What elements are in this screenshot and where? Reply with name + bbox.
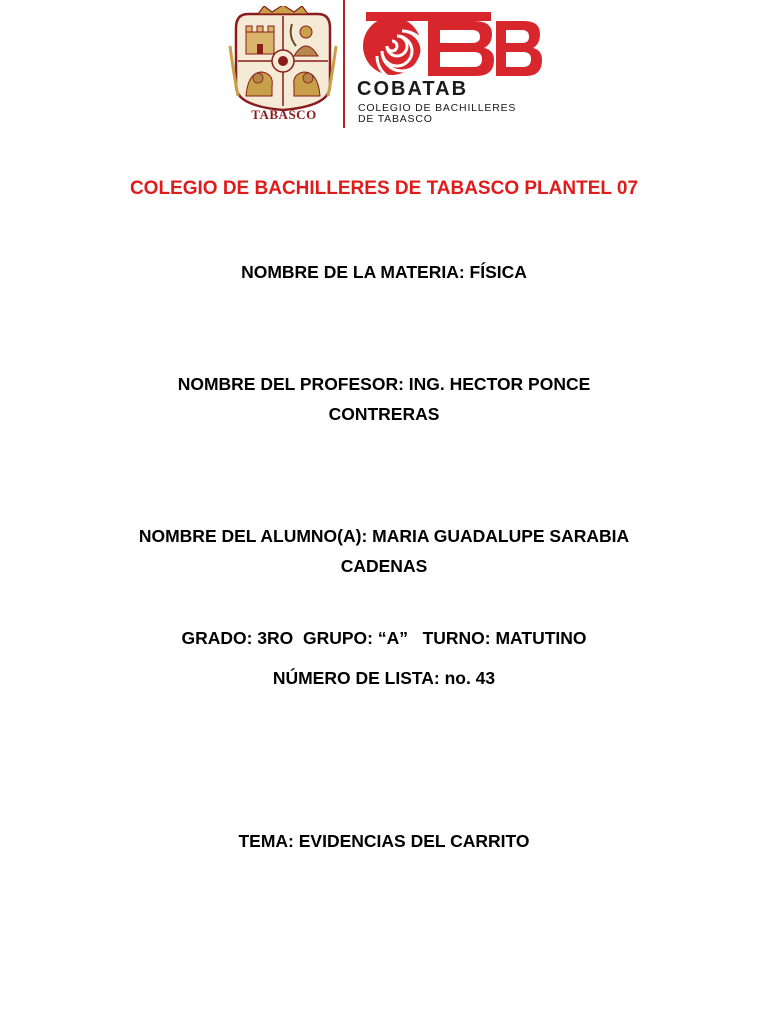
list-number-line: NÚMERO DE LISTA: no. 43 <box>272 668 496 688</box>
logo-divider <box>343 0 345 128</box>
grade-group-shift-line: GRADO: 3RO GRUPO: “A” TURNO: MATUTINO <box>181 628 587 648</box>
tabasco-seal-label: TABASCO <box>251 107 317 122</box>
cobatab-subtitle-line2: DE TABASCO <box>358 113 433 125</box>
school-title: COLEGIO DE BACHILLERES DE TABASCO PLANTEL 07 <box>129 178 639 199</box>
cobatab-subtitle-line1: COLEGIO DE BACHILLERES <box>358 102 517 114</box>
teacher-line-1: NOMBRE DEL PROFESOR: ING. HECTOR PONCE <box>177 374 591 394</box>
header-logos <box>228 0 548 132</box>
subject-line: NOMBRE DE LA MATERIA: FÍSICA <box>241 262 527 282</box>
student-line-2: CADENAS <box>340 556 428 576</box>
student-line-1: NOMBRE DEL ALUMNO(A): MARIA GUADALUPE SARABIA <box>138 526 630 546</box>
topic-line: TEMA: EVIDENCIAS DEL CARRITO <box>238 831 530 851</box>
cobatab-wordmark: COBATAB <box>357 78 469 100</box>
teacher-line-2: CONTRERAS <box>328 404 440 424</box>
